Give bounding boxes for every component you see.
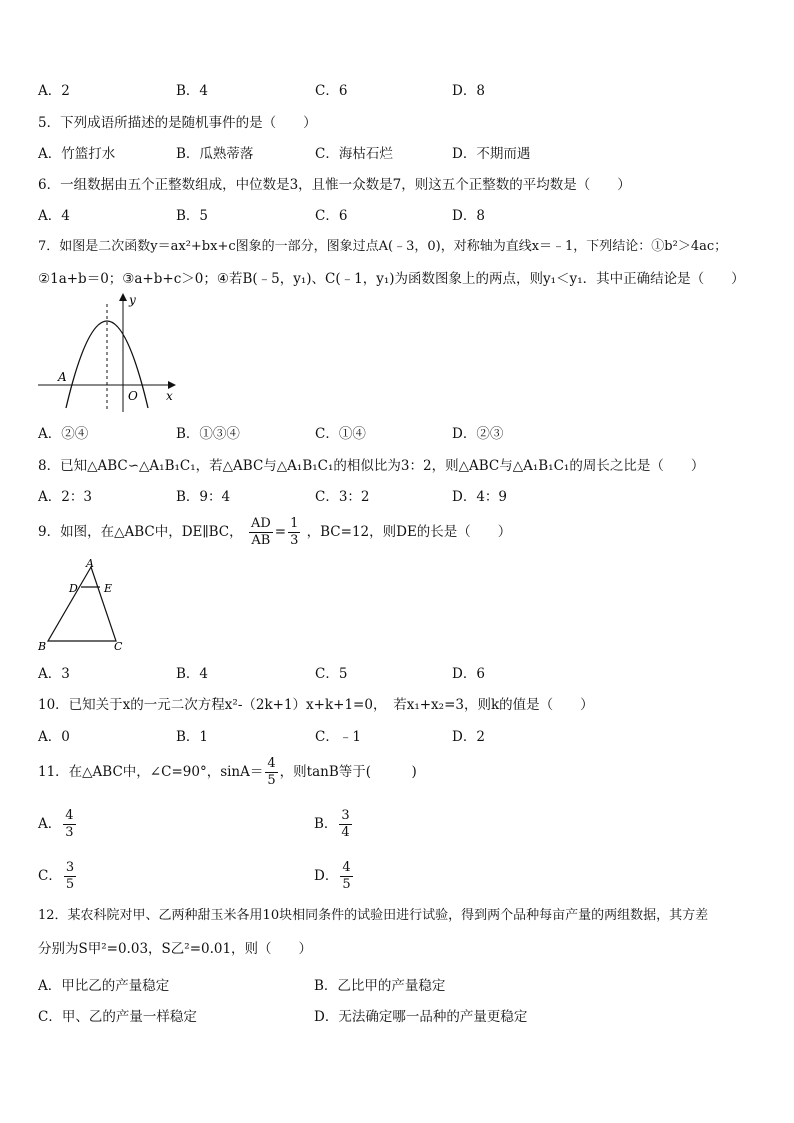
- q11-option-a-fraction: [63, 808, 75, 841]
- q11-stem: [38, 752, 417, 792]
- q11-option-b-fraction: [339, 808, 351, 841]
- q11-option-c[interactable]: [38, 856, 78, 896]
- q11-option-a-label: A．: [38, 816, 62, 832]
- q6-option-a[interactable]: A．4: [38, 208, 70, 224]
- q11-option-b-den: 4: [341, 825, 350, 840]
- q11-sin-fraction: [265, 756, 277, 789]
- q12-option-b[interactable]: B．乙比甲的产量稳定: [314, 978, 446, 994]
- q12-option-d[interactable]: D．无法确定哪一品种的产量更稳定: [314, 1009, 528, 1025]
- triangle-abc: [48, 567, 116, 641]
- x-axis-arrow-icon: [168, 381, 176, 389]
- q5-option-c[interactable]: C．海枯石烂: [315, 146, 393, 162]
- q11-option-c-fraction: [64, 860, 76, 893]
- q11-option-d[interactable]: [314, 856, 355, 896]
- q5-option-b[interactable]: B．瓜熟蒂落: [176, 146, 254, 162]
- q9-ratio-num: AD: [250, 516, 271, 531]
- q10-stem: 10．已知关于x的一元二次方程x²-（2k+1）x+k+1=0， 若x₁+x₂=3，则k的值是（ ）: [38, 697, 594, 713]
- q8-option-d[interactable]: D．4：9: [452, 489, 508, 505]
- q7-option-c[interactable]: C．①④: [315, 426, 366, 442]
- q9-option-a[interactable]: A．3: [38, 666, 70, 682]
- q9-options: [38, 663, 756, 685]
- q8-option-c[interactable]: C．3：2: [315, 489, 370, 505]
- q5-option-d[interactable]: D．不期而遇: [452, 146, 531, 162]
- q11-sin-den: 5: [267, 773, 276, 788]
- q4-option-c[interactable]: C．6: [315, 83, 348, 99]
- q9-equals: =: [274, 524, 287, 540]
- q10-options: [38, 726, 756, 748]
- q9-value-den: 3: [290, 533, 299, 548]
- q9-option-c[interactable]: C．5: [315, 666, 348, 682]
- q9-value-fraction: [288, 516, 300, 549]
- vertex-b-label: B: [38, 640, 47, 653]
- q11-option-c-num: 3: [65, 860, 75, 875]
- q8-option-a[interactable]: A．2：3: [38, 489, 92, 505]
- q8-stem: 8．已知△ABC∽△A₁B₁C₁，若△ABC与△A₁B₁C₁的相似比为3：2，则△ABC与△A₁B₁C₁的周长之比是（ ）: [38, 458, 705, 474]
- q9-ratio-den: AB: [251, 533, 271, 548]
- q12-line2: 分别为S甲²=0.03，S乙²=0.01，则（ ）: [38, 941, 313, 957]
- q12-options-row2: [38, 1006, 756, 1028]
- q11-option-b[interactable]: [314, 804, 354, 844]
- q7-options: [38, 423, 756, 445]
- q12-option-a[interactable]: A．甲比乙的产量稳定: [38, 978, 170, 994]
- q9-ratio-fraction: [249, 516, 273, 549]
- q11-option-a-den: 3: [65, 825, 74, 840]
- q10-option-b[interactable]: B．1: [176, 729, 209, 745]
- q11-option-d-den: 5: [342, 877, 351, 892]
- q12-options-row1: [38, 975, 756, 997]
- q4-option-a[interactable]: A．2: [38, 83, 70, 99]
- q4-option-b[interactable]: B．4: [176, 83, 209, 99]
- q8-option-b[interactable]: B．9：4: [176, 489, 231, 505]
- q6-stem: 6．一组数据由五个正整数组成，中位数是3，且惟一众数是7，则这五个正整数的平均数是（ ）: [38, 177, 631, 193]
- q6-options: [38, 205, 756, 227]
- q12-line1: 12．某农科院对甲、乙两种甜玉米各用10块相同条件的试验田进行试验，得到两个品种每亩产量的两组数据，其方差: [38, 908, 709, 923]
- q7-option-b[interactable]: B．①③④: [176, 426, 240, 442]
- x-axis-label: x: [166, 389, 173, 403]
- q11-option-d-fraction: [340, 860, 352, 893]
- q5-stem: 5．下列成语所描述的是随机事件的是（ ）: [38, 115, 317, 131]
- y-axis-label: y: [129, 293, 136, 307]
- y-axis-arrow-icon: [119, 293, 127, 301]
- q11-option-a-num: 4: [65, 808, 74, 823]
- origin-label: O: [128, 389, 138, 403]
- q11-option-c-label: C．: [38, 868, 62, 884]
- q9-stem: [38, 513, 511, 551]
- q11-option-b-label: B．: [314, 816, 338, 832]
- q9-option-b[interactable]: B．4: [176, 666, 209, 682]
- point-e-label: E: [104, 582, 113, 595]
- q7-parabola-figure: [36, 290, 186, 418]
- q10-option-d[interactable]: D．2: [452, 729, 485, 745]
- q9-value-num: 1: [290, 516, 299, 531]
- q11-option-d-label: D．: [314, 868, 339, 884]
- q7-option-a[interactable]: A．②④: [38, 426, 89, 442]
- q10-option-c[interactable]: C．﹣1: [315, 729, 361, 745]
- q6-option-c[interactable]: C．6: [315, 208, 348, 224]
- q11-stem-a: 11．在△ABC中，∠C=90°，sinA＝: [38, 764, 264, 780]
- q4-options: [38, 80, 756, 102]
- point-a-label: A: [58, 370, 67, 384]
- q12-option-c[interactable]: C．甲、乙的产量一样稳定: [38, 1009, 197, 1025]
- q11-sin-num: 4: [267, 756, 276, 771]
- point-d-label: D: [69, 582, 78, 595]
- q11-option-c-den: 5: [65, 877, 75, 892]
- q8-options: [38, 486, 756, 508]
- q10-option-a[interactable]: A．0: [38, 729, 70, 745]
- q4-option-d[interactable]: D．8: [452, 83, 485, 99]
- q5-option-a[interactable]: A．竹篮打水: [38, 146, 116, 162]
- q6-option-d[interactable]: D．8: [452, 208, 485, 224]
- q11-option-a[interactable]: [38, 804, 78, 844]
- vertex-c-label: C: [114, 640, 123, 653]
- vertex-a-label: A: [86, 558, 94, 570]
- q5-options: [38, 143, 756, 165]
- q9-stem-b: ，BC=12，则DE的长是（ ）: [306, 524, 512, 540]
- q7-option-d[interactable]: D．②③: [452, 426, 504, 442]
- q11-stem-b: ，则tanB等于( ): [279, 764, 417, 780]
- q9-stem-a: 9．如图，在△ABC中，DE∥BC，: [38, 524, 243, 540]
- q7-line2: ②1a+b＝0；③a+b+c＞0；④若B(﹣5，y₁)、C(﹣1，y₁)为函数图象上的两点，则y₁＜y₁．其中正确结论是（ ）: [38, 271, 745, 287]
- q9-option-d[interactable]: D．6: [452, 666, 485, 682]
- q11-option-d-num: 4: [342, 860, 351, 875]
- q6-option-b[interactable]: B．5: [176, 208, 209, 224]
- q11-option-b-num: 3: [341, 808, 350, 823]
- q9-triangle-figure: [36, 558, 136, 654]
- q7-line1: 7．如图是二次函数y＝ax²+bx+c图象的一部分，图象过点A(﹣3，0)，对称轴为直线x＝﹣1，下列结论：①b²＞4ac；: [38, 239, 728, 254]
